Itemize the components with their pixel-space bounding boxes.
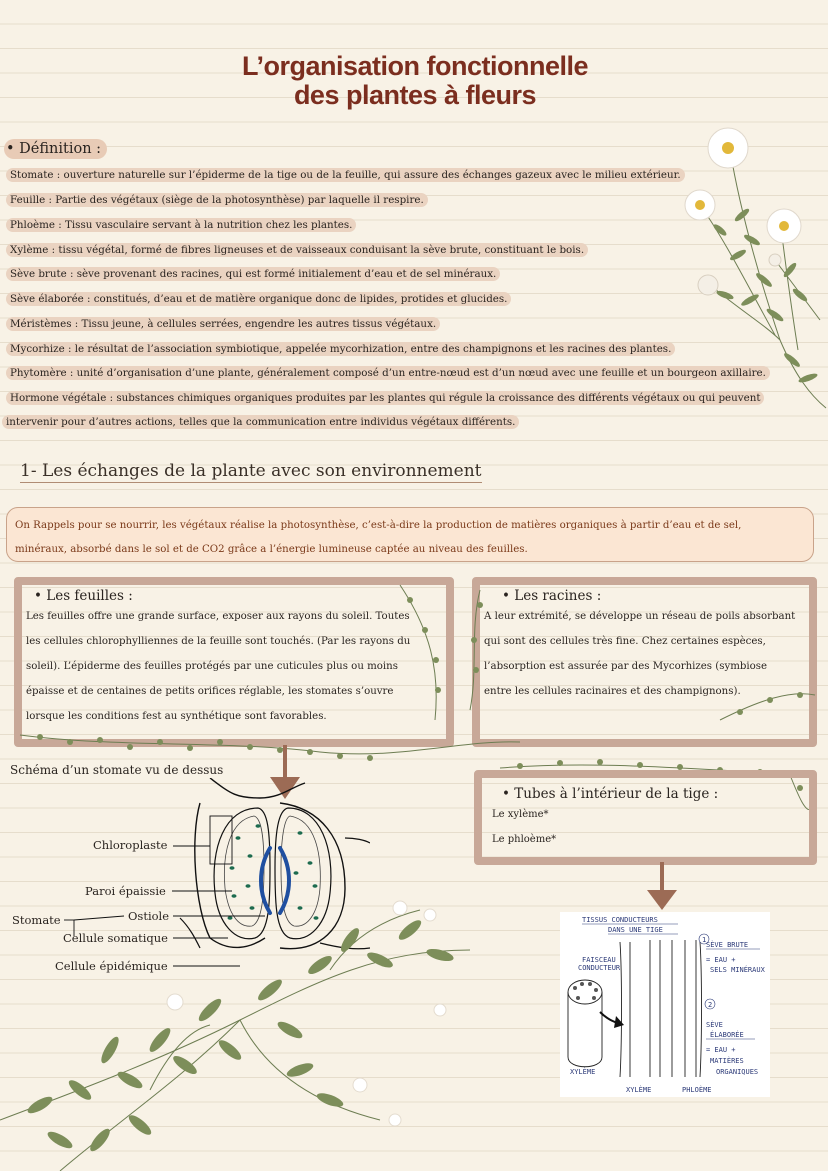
arrow-down-icon-2 (645, 862, 679, 912)
racines-line-4: entre les cellules racinaires et des champignons). (484, 686, 741, 697)
sketch-conducteur: CONDUCTEUR (578, 964, 621, 972)
definition-phytomere: Phytomère : unité d’organisation d’une plante, généralement composé d’un entre-nœud est d’un nœud avec une feuille et un bourgeon axillaire. (6, 366, 770, 380)
sketch-faisceau: FAISCEAU (582, 956, 616, 964)
sketch-matieres: MATIÈRES (710, 1057, 744, 1065)
label-cellule-epidemique: Cellule épidémique (55, 959, 168, 973)
label-chloroplaste: Chloroplaste (93, 838, 168, 852)
tissus-sketch-drawing (560, 912, 770, 1097)
label-paroi: Paroi épaissie (85, 884, 166, 898)
definition-heading: • Définition : (4, 141, 107, 157)
definition-xyleme: Xylème : tissu végétal, formé de fibres ligneuses et de vaisseaux conduisant la sève brute, constituant le bois. (6, 243, 588, 257)
definition-hormone-cont: intervenir pour d’autres actions, telles que la communication entre individus végétaux différents. (2, 415, 519, 429)
page-title (0, 52, 828, 110)
sketch-eau-2: = EAU + (706, 1046, 736, 1054)
branch-illustration (0, 890, 480, 1171)
racines-line-1: A leur extrémité, se développe un réseau de poils absorbant (484, 611, 796, 622)
label-ostiole: Ostiole (128, 909, 170, 923)
title-line-2: des plantes à fleurs (293, 80, 537, 110)
daisy-flower-2 (685, 190, 715, 220)
sketch-seve: SÈVE (706, 1021, 723, 1029)
feuilles-line-4: épaisse et de centaines de petits orifices réglable, les stomates s’ouvre (26, 686, 394, 697)
rappel-line-2: minéraux, absorbé dans le sol et de CO2 grâce a l’énergie lumineuse captée au niveau des feuilles. (15, 544, 528, 555)
sketch-phloeme: PHLOÈME (682, 1086, 712, 1094)
label-stomate: Stomate (12, 913, 61, 927)
tubes-phloeme: Le phloème* (492, 834, 557, 845)
definition-seve-brute: Sève brute : sève provenant des racines, qui est formé initialement d’eau et de sel minéraux. (6, 267, 500, 281)
daisy-flower-1 (708, 128, 748, 168)
definition-feuille: Feuille : Partie des végétaux (siège de la photosynthèse) par laquelle il respire. (6, 193, 428, 207)
sketch-organiques: ORGANIQUES (716, 1068, 759, 1076)
feuilles-line-3: soleil). L’épiderme des feuilles protégés par une cuticules plus ou moins (26, 661, 398, 672)
definition-phloeme: Phloème : Tissu vasculaire servant à la nutrition chez les plantes. (6, 218, 356, 232)
sketch-title-1: TISSUS CONDUCTEURS (582, 916, 658, 924)
definition-meristemes: Méristèmes : Tissu jeune, à cellules serrées, engendre les autres tissus végétaux. (6, 317, 440, 331)
feuilles-heading: • Les feuilles : (34, 588, 133, 604)
definition-hormone: Hormone végétale : substances chimiques organiques produites par les plantes qui régule la croissance des différents végétaux ou qui peuvent (6, 391, 764, 405)
feuilles-line-2: les cellules chlorophylliennes de la feuille sont touchés. (Par les rayons du (26, 636, 411, 647)
sketch-elaboree: ÉLABORÉE (710, 1031, 744, 1039)
tubes-xyleme: Le xylème* (492, 809, 549, 820)
sketch-num-1: 1 (702, 936, 707, 944)
feuilles-line-5: lorsque les conditions fest au synthétique sont favorables. (26, 711, 327, 722)
title-line-1: L’organisation fonctionnelle (241, 51, 589, 81)
racines-line-2: qui sont des cellules très fine. Chez certaines espèces, (484, 636, 766, 647)
sketch-sels: SELS MINÉRAUX (710, 966, 765, 974)
sketch-title-2: DANS UNE TIGE (608, 926, 663, 934)
tubes-heading: • Tubes à l’intérieur de la tige : (502, 786, 719, 802)
rappel-box (6, 507, 814, 562)
racines-line-3: l’absorption est assurée par des Mycorhizes (symbiose (484, 661, 768, 672)
label-cellule-somatique: Cellule somatique (63, 931, 168, 945)
tubes-box (474, 770, 817, 865)
sketch-num-2: 2 (708, 1001, 713, 1009)
definition-stomate: Stomate : ouverture naturelle sur l’épiderme de la tige ou de la feuille, qui assure des échanges gazeux avec le milieu extérieur. (6, 168, 685, 182)
stomate-schema-title: Schéma d’un stomate vu de dessus (10, 763, 224, 777)
section-1-title: 1- Les échanges de la plante avec son environnement (20, 461, 482, 481)
racines-heading: • Les racines : (502, 588, 602, 604)
sketch-seve-brute: SÈVE BRUTE (706, 941, 749, 949)
definition-mycorhize: Mycorhize : le résultat de l’association symbiotique, appelée mycorhization, entre des champignons et les racines des plantes. (6, 342, 675, 356)
sketch-xyleme-2: XYLÈME (626, 1086, 652, 1094)
definition-seve-elaboree: Sève élaborée : constitués, d’eau et de matière organique donc de lipides, protides et glucides. (6, 292, 511, 306)
feuilles-line-1: Les feuilles offre une grande surface, exposer aux rayons du soleil. Toutes (26, 611, 410, 622)
sketch-xyleme-1: XYLÈME (570, 1068, 596, 1076)
tissus-sketch (560, 912, 770, 1097)
sketch-eau-1: = EAU + (706, 956, 736, 964)
rappel-line-1: On Rappels pour se nourrir, les végétaux réalise la photosynthèse, c’est-à-dire la production de matières organiques à partir d’eau et de sel, (15, 520, 742, 531)
daisy-flower-3 (767, 209, 801, 243)
